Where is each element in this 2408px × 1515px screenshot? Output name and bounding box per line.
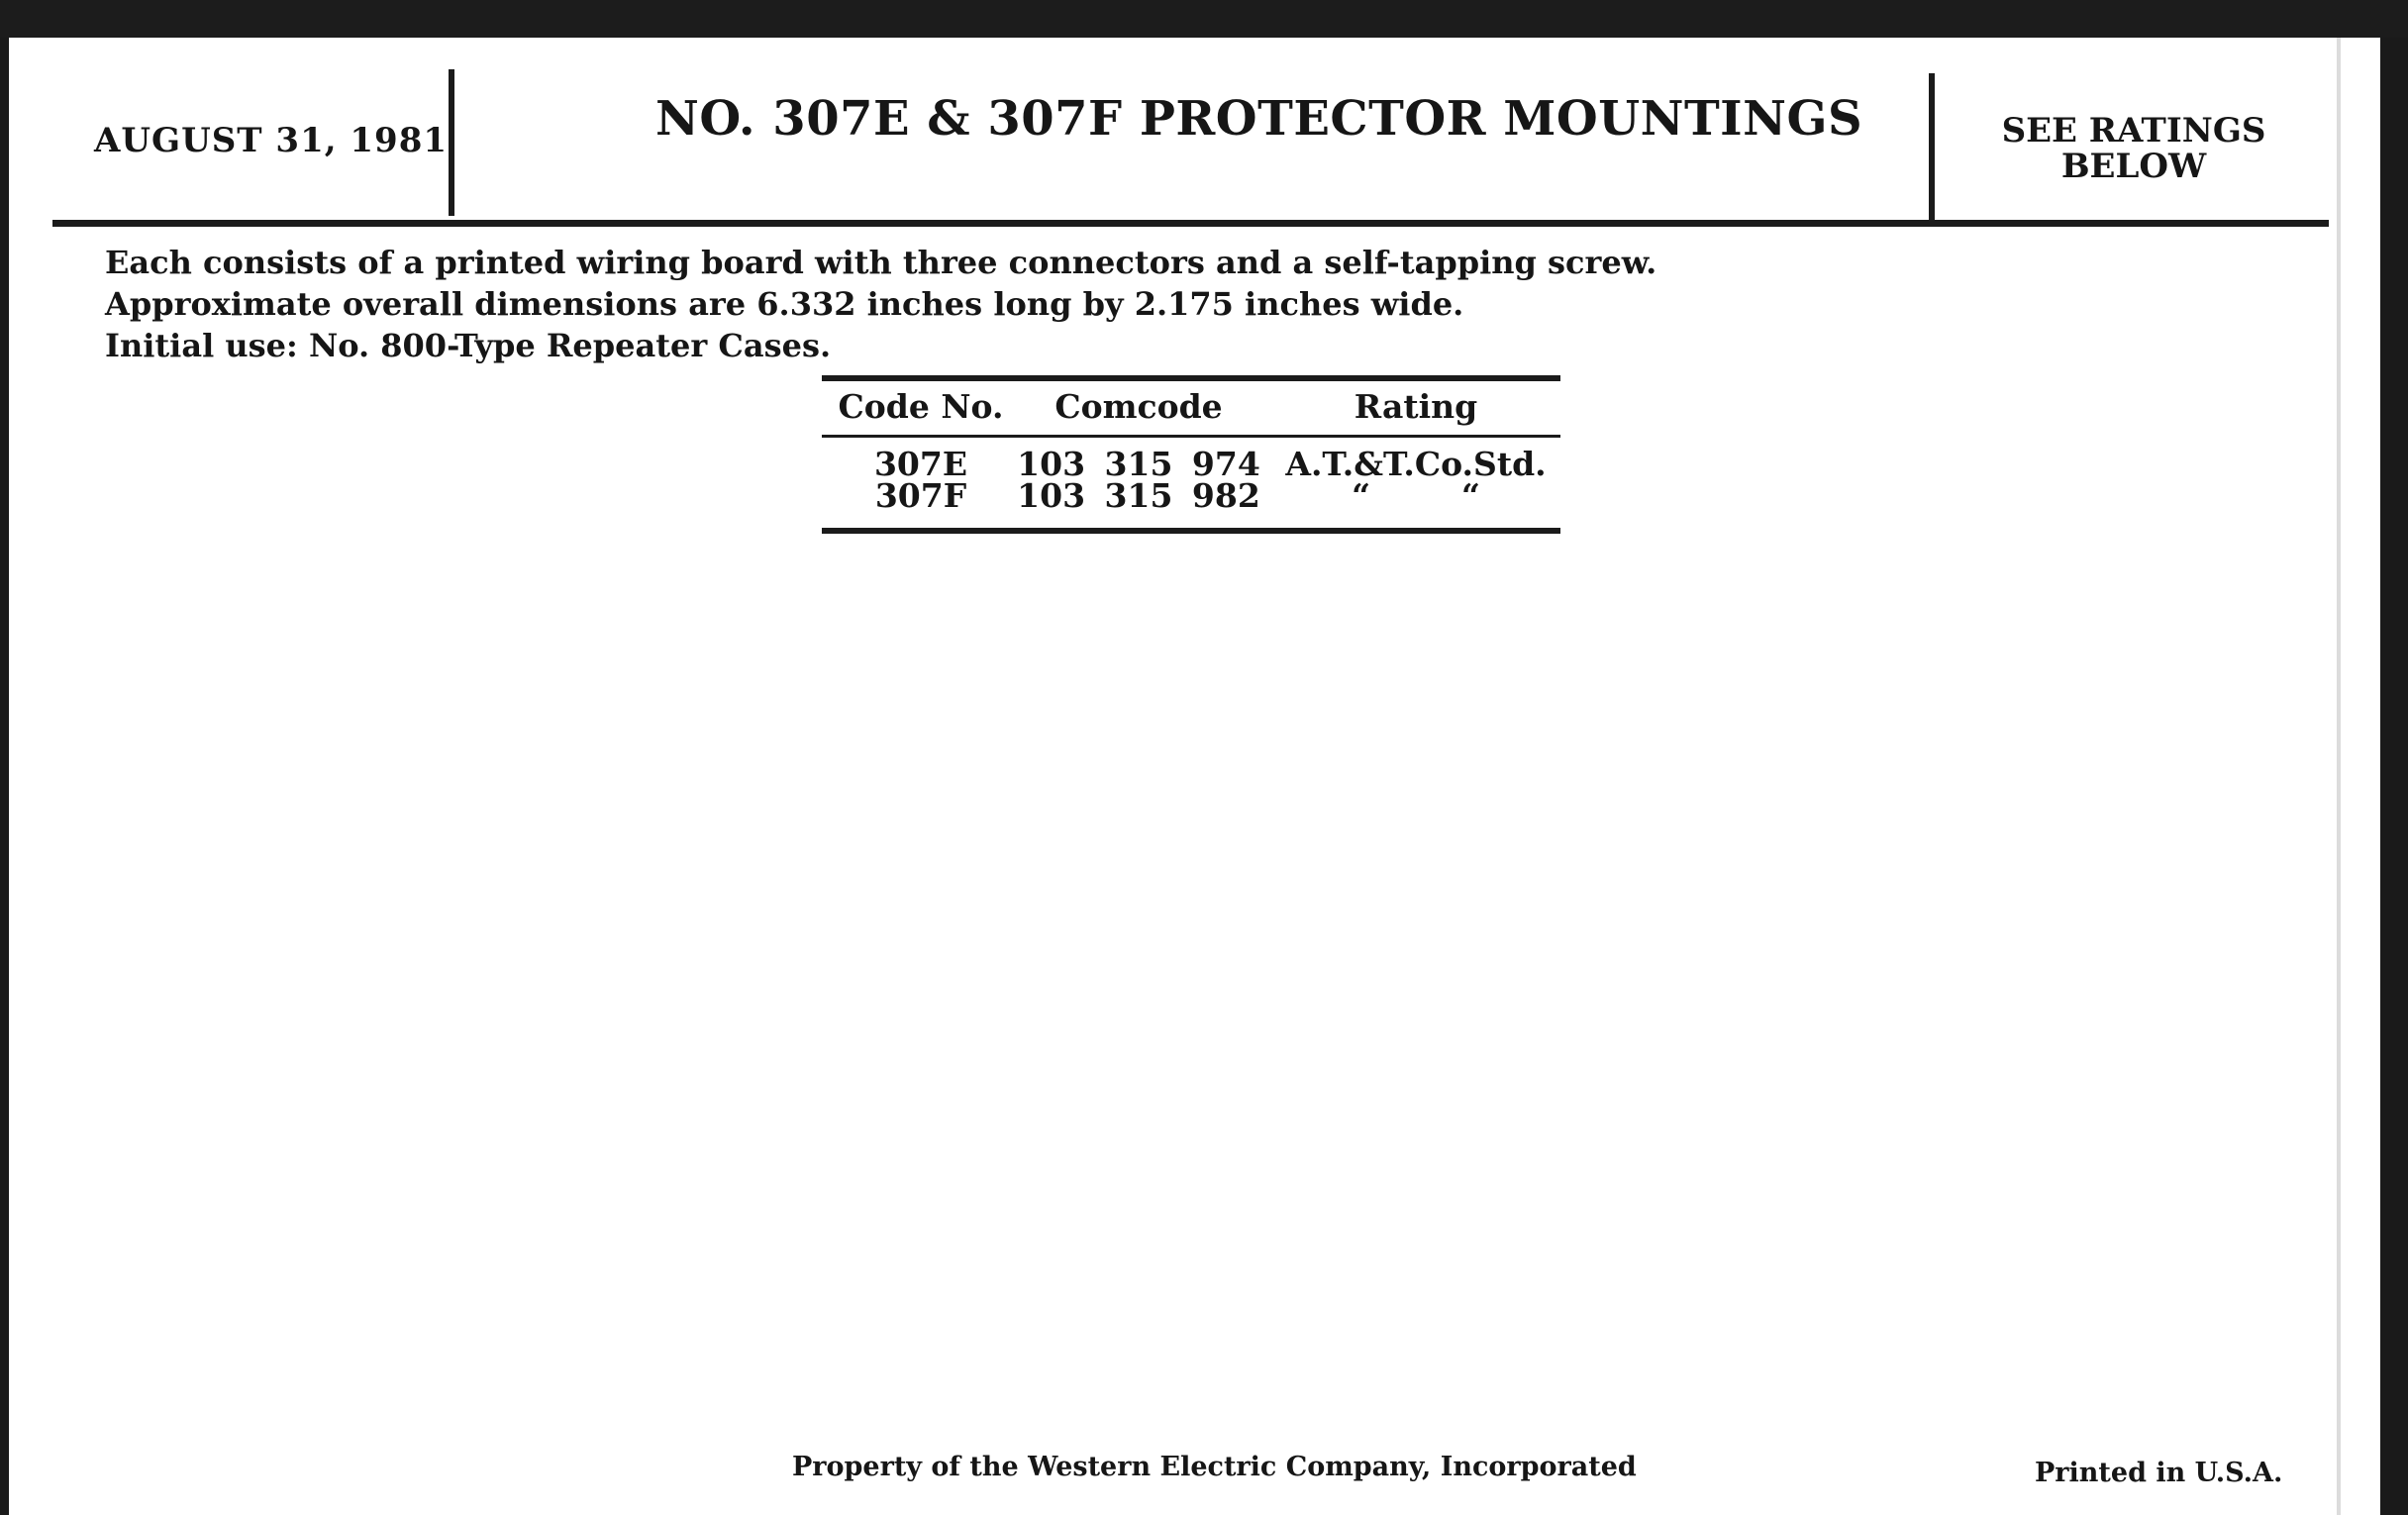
ratings-note [1970,113,2297,184]
table-rule-header [822,435,1560,438]
header-divider-right [1929,73,1935,224]
ratings-note-line-2: BELOW [2060,147,2207,186]
table-cell-comcode: 103 315 982 [1017,476,1260,515]
property-notice: Property of the Western Electric Company, Incorporated [792,1452,1637,1482]
header-divider-left [449,69,454,216]
table-rule-bottom [822,528,1560,534]
column-header-comcode: Comcode [1054,387,1223,426]
table-cell-code: 307F [874,476,967,515]
card-right-edge [2337,38,2341,1515]
description [105,242,1656,366]
table-cell-code: 307E [873,445,968,483]
description-line-3: Initial use: No. 800-Type Repeater Cases. [105,327,832,364]
printed-in-notice: Printed in U.S.A. [2035,1458,2283,1488]
table-rule-top [822,375,1560,381]
table-cell-comcode: 103 315 974 [1017,445,1260,483]
description-line-2: Approximate overall dimensions are 6.332 inches long by 2.175 inches wide. [105,285,1464,323]
column-header-rating: Rating [1354,387,1478,426]
description-line-1: Each consists of a printed wiring board with three connectors and a self-tapping screw. [105,244,1657,281]
document-date: AUGUST 31, 1981 [94,121,449,160]
table-cell-rating: “ “ [1352,476,1480,515]
ratings-note-line-1: SEE RATINGS [2001,111,2266,151]
document-title: NO. 307E & 307F PROTECTOR MOUNTINGS [655,91,1863,147]
table-cell-rating: A.T.&T.Co.Std. [1285,445,1547,483]
column-header-code-no: Code No. [838,387,1004,426]
header-rule [52,220,2329,227]
scan-border-top [0,0,2408,38]
